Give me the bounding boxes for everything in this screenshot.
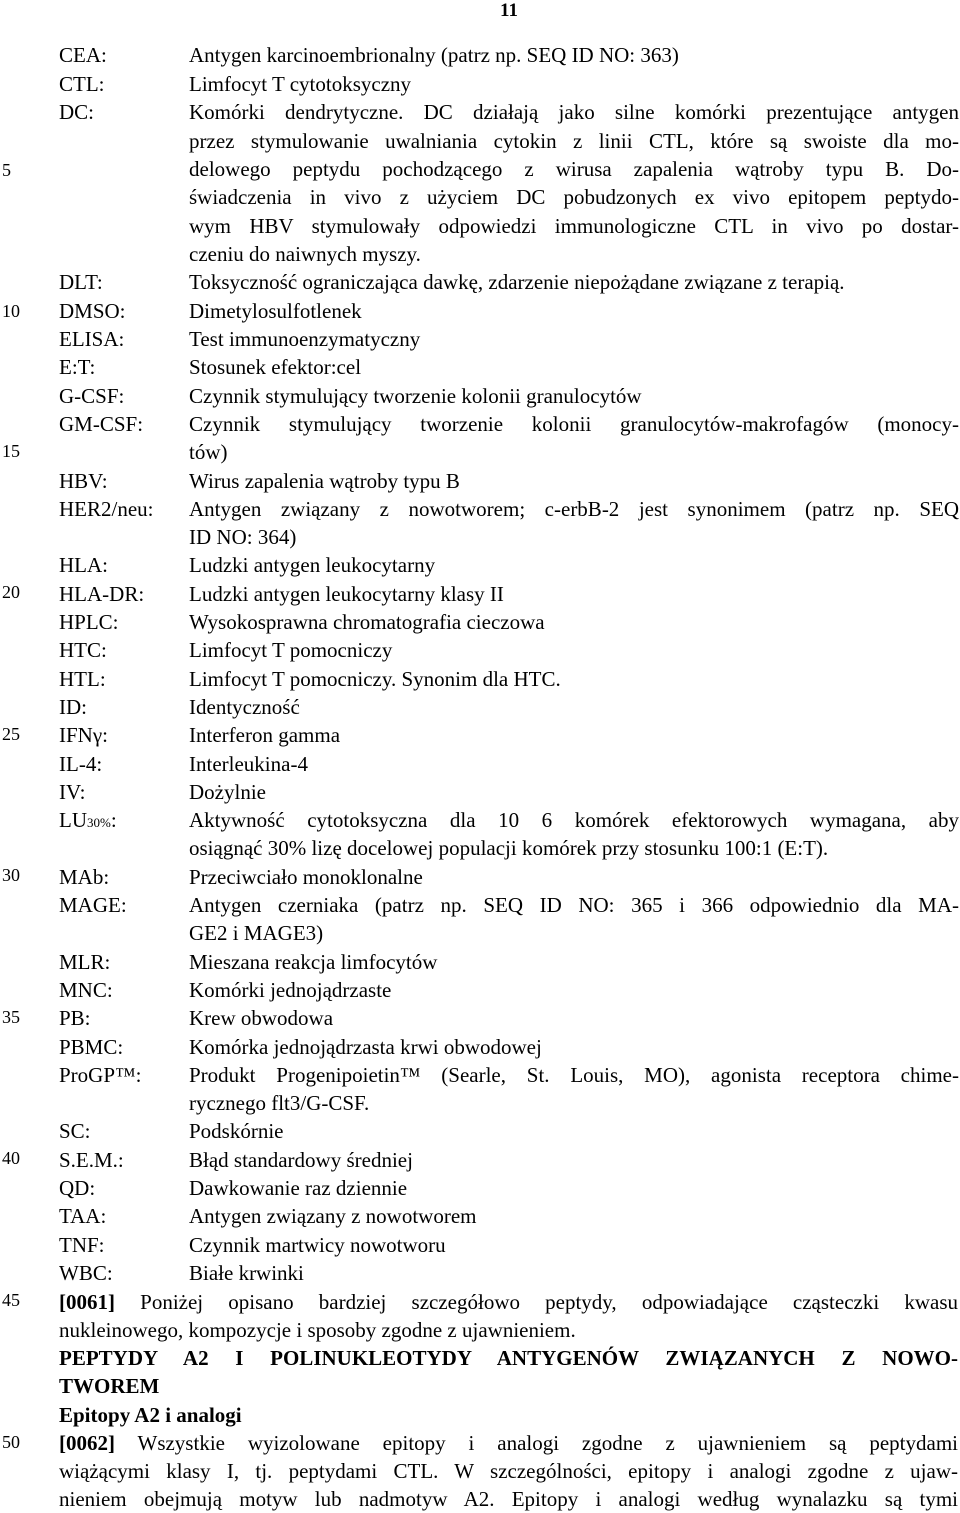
section-heading: PEPTYDY A2 I POLINUKLEOTYDY ANTYGENÓW ZWIĄZANYCH Z NOWO- xyxy=(59,1346,958,1370)
glossary-term: DLT: xyxy=(59,270,103,294)
line-number: 45 xyxy=(2,1290,20,1310)
glossary-definition: Identyczność xyxy=(189,695,300,719)
glossary-term: HTC: xyxy=(59,638,107,662)
glossary-term: HTL: xyxy=(59,667,106,691)
glossary-definition: Wirus zapalenia wątroby typu B xyxy=(189,469,460,493)
glossary-definition: tów) xyxy=(189,440,228,464)
glossary-term: CEA: xyxy=(59,43,107,67)
glossary-term: MAb: xyxy=(59,865,110,889)
glossary-definition: czeniu do naiwnych myszy. xyxy=(189,242,421,266)
line-number: 10 xyxy=(2,301,20,321)
glossary-definition: ID NO: 364) xyxy=(189,525,297,549)
glossary-term: HER2/neu: xyxy=(59,497,154,521)
glossary-term: S.E.M.: xyxy=(59,1148,124,1172)
lu-main: LU xyxy=(59,808,87,832)
glossary-definition: Limfocyt T pomocniczy. Synonim dla HTC. xyxy=(189,667,561,691)
paragraph-text: Wszystkie wyizolowane epitopy i analogi zgodne z ujawnieniem są peptydami xyxy=(115,1431,958,1455)
glossary-definition: Interleukina-4 xyxy=(189,752,308,776)
line-number: 30 xyxy=(2,865,20,885)
paragraph-text: wiążącymi klasy I, tj. peptydami CTL. W szczególności, epitopy i analogi zgodne z ujaw- xyxy=(59,1459,958,1483)
glossary-term: TNF: xyxy=(59,1233,105,1257)
line-number: 20 xyxy=(2,582,20,602)
glossary-definition: Komórki jednojądrzaste xyxy=(189,978,392,1002)
glossary-term: E:T: xyxy=(59,355,96,379)
glossary-term: IFNγ: xyxy=(59,723,108,747)
glossary-term: HLA: xyxy=(59,553,108,577)
glossary-term: QD: xyxy=(59,1176,96,1200)
line-number: 15 xyxy=(2,441,20,461)
glossary-definition: Ludzki antygen leukocytarny xyxy=(189,553,436,577)
line-number: 35 xyxy=(2,1007,20,1027)
line-number: 40 xyxy=(2,1148,20,1168)
glossary-definition: Czynnik stymulujący tworzenie kolonii granulocytów-makrofagów (monocy- xyxy=(189,412,959,436)
glossary-definition: Limfocyt T cytotoksyczny xyxy=(189,72,412,96)
section-heading: TWOREM xyxy=(59,1374,160,1398)
glossary-definition: Dawkowanie raz dziennie xyxy=(189,1176,408,1200)
page-number: 11 xyxy=(500,0,518,21)
glossary-term: CTL: xyxy=(59,72,105,96)
lu-colon: : xyxy=(110,808,117,832)
glossary-definition: Komórki dendrytyczne. DC działają jako silne komórki prezentujące antygen xyxy=(189,100,959,124)
glossary-definition: Stosunek efektor:cel xyxy=(189,355,362,379)
glossary-term: GM-CSF: xyxy=(59,412,144,436)
glossary-term: G-CSF: xyxy=(59,384,125,408)
glossary-term: MAGE: xyxy=(59,893,127,917)
glossary-definition: Limfocyt T pomocniczy xyxy=(189,638,393,662)
glossary-term: WBC: xyxy=(59,1261,113,1285)
glossary-definition: Interferon gamma xyxy=(189,723,341,747)
glossary-definition: Błąd standardowy średniej xyxy=(189,1148,413,1172)
glossary-definition: świadczenia in vivo z użyciem DC pobudzonych ex vivo epitopem peptydo- xyxy=(189,185,959,209)
paragraph-text: Poniżej opisano bardziej szczegółowo peptydy, odpowiadające cząsteczki kwasu xyxy=(115,1290,958,1314)
glossary-term: HBV: xyxy=(59,469,108,493)
glossary-definition: Białe krwinki xyxy=(189,1261,304,1285)
paragraph-0062 xyxy=(59,1429,958,1457)
glossary-definition: Antygen karcinoembrionalny (patrz np. SEQ ID NO: 363) xyxy=(189,43,679,67)
glossary-definition: Antygen związany z nowotworem; c-erbB-2 jest synonimem (patrz np. SEQ xyxy=(189,497,959,521)
glossary-term: HPLC: xyxy=(59,610,119,634)
paragraph-tag: [0061] xyxy=(59,1290,115,1314)
glossary-term: MLR: xyxy=(59,950,111,974)
glossary-definition: Test immunoenzymatyczny xyxy=(189,327,421,351)
glossary-term-lu30 xyxy=(59,806,117,837)
glossary-term: HLA-DR: xyxy=(59,582,145,606)
glossary-definition: Mieszana reakcja limfocytów xyxy=(189,950,438,974)
glossary-term: DMSO: xyxy=(59,299,126,323)
glossary-term: MNC: xyxy=(59,978,113,1002)
glossary-definition: Toksyczność ograniczająca dawkę, zdarzenie niepożądane związane z terapią. xyxy=(189,270,845,294)
glossary-definition: Antygen związany z nowotworem xyxy=(189,1204,477,1228)
line-number: 5 xyxy=(2,160,11,180)
line-number: 25 xyxy=(2,724,20,744)
glossary-definition: osiągnąć 30% lizę docelowej populacji komórek przy stosunku 100:1 (E:T). xyxy=(189,836,829,860)
glossary-definition: Ludzki antygen leukocytarny klasy II xyxy=(189,582,504,606)
glossary-definition: Aktywność cytotoksyczna dla 10 6 komórek efektorowych wymagana, aby xyxy=(189,808,959,832)
paragraph-0061 xyxy=(59,1288,958,1316)
glossary-definition: Krew obwodowa xyxy=(189,1006,334,1030)
glossary-term: SC: xyxy=(59,1119,91,1143)
glossary-definition: Przeciwciało monoklonalne xyxy=(189,865,423,889)
glossary-definition: Dożylnie xyxy=(189,780,266,804)
glossary-term: ID: xyxy=(59,695,87,719)
glossary-term: DC: xyxy=(59,100,95,124)
glossary-term: PB: xyxy=(59,1006,91,1030)
glossary-definition: przez stymulowanie uwalniania cytokin z linii CTL, które są swoiste dla mo- xyxy=(189,129,959,153)
glossary-definition: delowego peptydu pochodzącego z wirusa zapalenia wątroby typu B. Do- xyxy=(189,157,959,181)
glossary-definition: Wysokosprawna chromatografia cieczowa xyxy=(189,610,545,634)
glossary-term: TAA: xyxy=(59,1204,107,1228)
glossary-definition: GE2 i MAGE3) xyxy=(189,921,324,945)
glossary-definition: Antygen czerniaka (patrz np. SEQ ID NO: 365 i 366 odpowiednio dla MA- xyxy=(189,893,959,917)
glossary-term: IL-4: xyxy=(59,752,103,776)
glossary-term: PBMC: xyxy=(59,1035,124,1059)
paragraph-text: nukleinowego, kompozycje i sposoby zgodne z ujawnieniem. xyxy=(59,1318,576,1342)
glossary-definition: Komórka jednojądrzasta krwi obwodowej xyxy=(189,1035,542,1059)
glossary-term: ELISA: xyxy=(59,327,125,351)
glossary-definition: rycznego flt3/G-CSF. xyxy=(189,1091,370,1115)
glossary-definition: Dimetylosulfotlenek xyxy=(189,299,362,323)
glossary-definition: Podskórnie xyxy=(189,1119,284,1143)
glossary-term: IV: xyxy=(59,780,86,804)
glossary-definition: Czynnik martwicy nowotworu xyxy=(189,1233,446,1257)
glossary-term: ProGP™: xyxy=(59,1063,142,1087)
subsection-heading: Epitopy A2 i analogi xyxy=(59,1403,242,1427)
glossary-definition: Produkt Progenipoietin™ (Searle, St. Louis, MO), agonista receptora chime- xyxy=(189,1063,959,1087)
paragraph-text: nieniem obejmują motyw lub nadmotyw A2. Epitopy i analogi według wynalazku są tymi xyxy=(59,1487,958,1511)
line-number: 50 xyxy=(2,1432,20,1452)
paragraph-tag: [0062] xyxy=(59,1431,115,1455)
lu-subscript: 30% xyxy=(87,815,111,830)
glossary-definition: wym HBV stymulowały odpowiedzi immunologiczne CTL in vivo po dostar- xyxy=(189,214,959,238)
glossary-definition: Czynnik stymulujący tworzenie kolonii granulocytów xyxy=(189,384,642,408)
